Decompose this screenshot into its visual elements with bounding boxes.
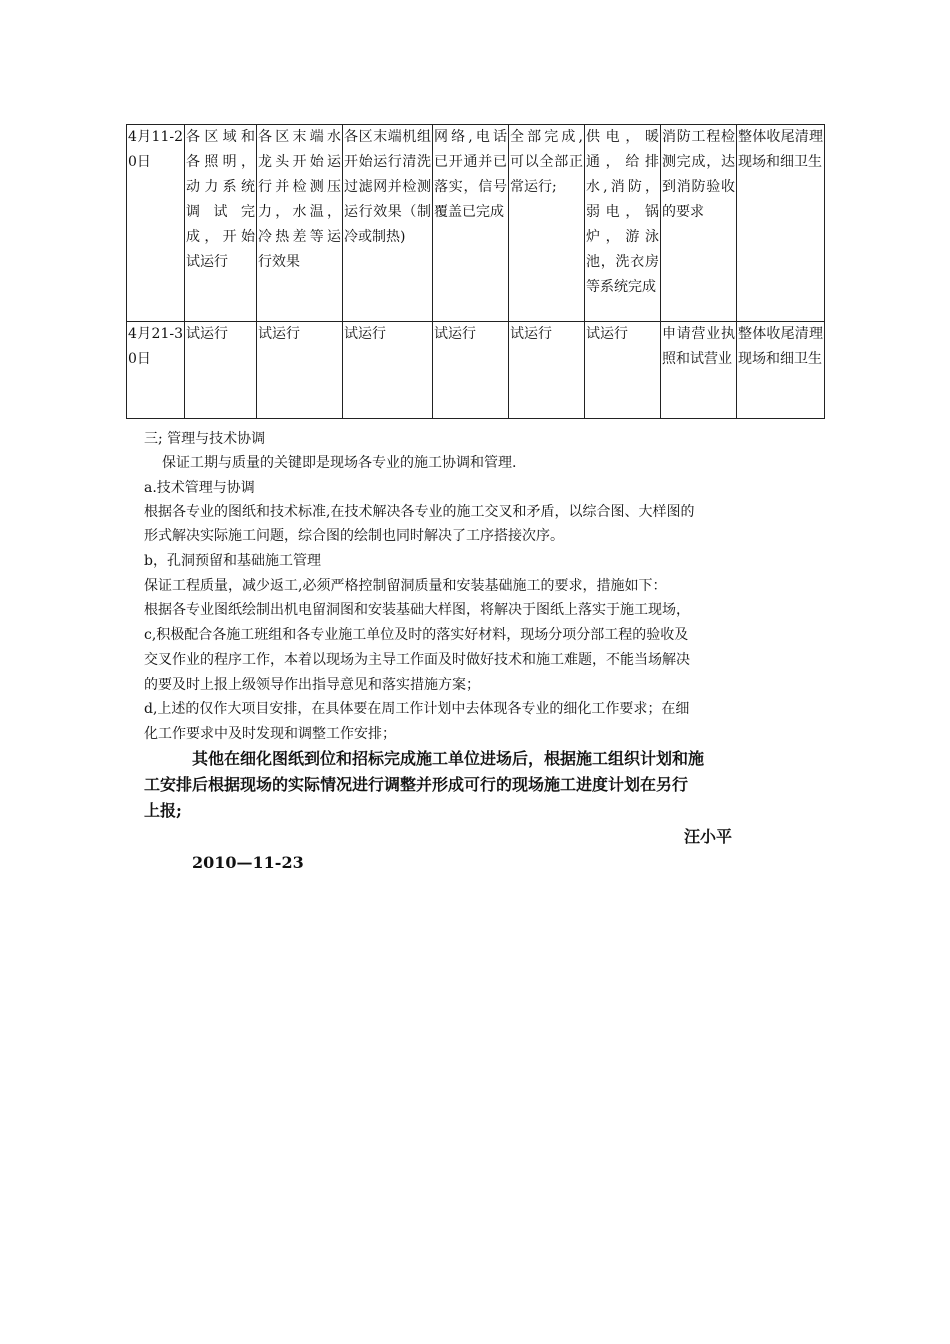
paragraph-line: d,上述的仅作大项目安排，在具体要在周工作计划中去体现各专业的细化工作要求；在细 [144, 701, 690, 717]
table-cell: 各区末端机组开始运行清洗过滤网并检测运行效果（制冷或制热) [343, 125, 433, 322]
table-cell: 试运行 [185, 322, 257, 419]
paragraph-line: 的要及时上报上级领导作出指导意见和落实措施方案； [144, 677, 480, 693]
paragraph-line: 化工作要求中及时发现和调整工作安排； [144, 726, 396, 742]
intro-paragraph: 保证工期与质量的关键即是现场各专业的施工协调和管理. [162, 455, 517, 471]
subsection-b-title: b，孔洞预留和基础施工管理 [144, 553, 321, 569]
paragraph-line: 形式解决实际施工问题，综合图的绘制也同时解决了工序搭接次序。 [144, 528, 564, 544]
table-cell: 试运行 [257, 322, 343, 419]
closing-line: 上报; [144, 801, 182, 820]
table-cell: 各区末端水龙头开始运行并检测压力，水温，冷热差等运行效果 [257, 125, 343, 322]
signature-date: 2010—11-23 [192, 853, 304, 872]
paragraph-line: 交叉作业的程序工作，本着以现场为主导工作面及时做好技术和施工难题，不能当场解决 [144, 652, 690, 668]
table-cell: 申请营业执照和试营业 [661, 322, 737, 419]
schedule-table [126, 124, 825, 419]
table-cell: 网络,电话已开通并已落实，信号覆盖已完成 [433, 125, 509, 322]
closing-line: 其他在细化图纸到位和招标完成施工单位进场后，根据施工组织计划和施 [192, 749, 705, 768]
table-cell: 试运行 [433, 322, 509, 419]
table-cell: 各区域和各照明，动力系统调试完成，开始试运行 [185, 125, 257, 322]
table-cell-date: 4月21-30日 [127, 322, 185, 419]
subsection-a-title: a.技术管理与协调 [144, 480, 255, 496]
table-cell: 试运行 [343, 322, 433, 419]
paragraph-line: c,积极配合各施工班组和各专业施工单位及时的落实好材料，现场分项分部工程的验收及 [144, 627, 689, 643]
table-cell: 试运行 [509, 322, 585, 419]
table-cell: 试运行 [585, 322, 661, 419]
signature-name: 汪小平 [684, 827, 733, 846]
paragraph-line: 根据各专业的图纸和技术标准,在技术解决各专业的施工交叉和矛盾，以综合图、大样图的 [144, 504, 695, 520]
paragraph-line: 保证工程质量，减少返工,必须严格控制留洞质量和安装基础施工的要求，措施如下： [144, 578, 667, 594]
closing-line: 工安排后根据现场的实际情况进行调整并形成可行的现场施工进度计划在另行 [144, 775, 689, 794]
table-cell: 消防工程检测完成，达到消防验收的要求 [661, 125, 737, 322]
paragraph-line: 根据各专业图纸绘制出机电留洞图和安装基础大样图，将解决于图纸上落实于施工现场， [144, 602, 690, 618]
table-cell: 整体收尾清理现场和细卫生 [737, 322, 825, 419]
table-cell-date: 4月11-20日 [127, 125, 185, 322]
table-cell: 供电，暖通，给排水,消防，弱电，锅炉，游泳池，洗衣房等系统完成 [585, 125, 661, 322]
table-cell: 全部完成,可以全部正常运行; [509, 125, 585, 322]
table-cell: 整体收尾清理现场和细卫生 [737, 125, 825, 322]
section-heading: 三; 管理与技术协调 [144, 431, 266, 447]
table-row [127, 125, 825, 322]
table-row [127, 322, 825, 419]
